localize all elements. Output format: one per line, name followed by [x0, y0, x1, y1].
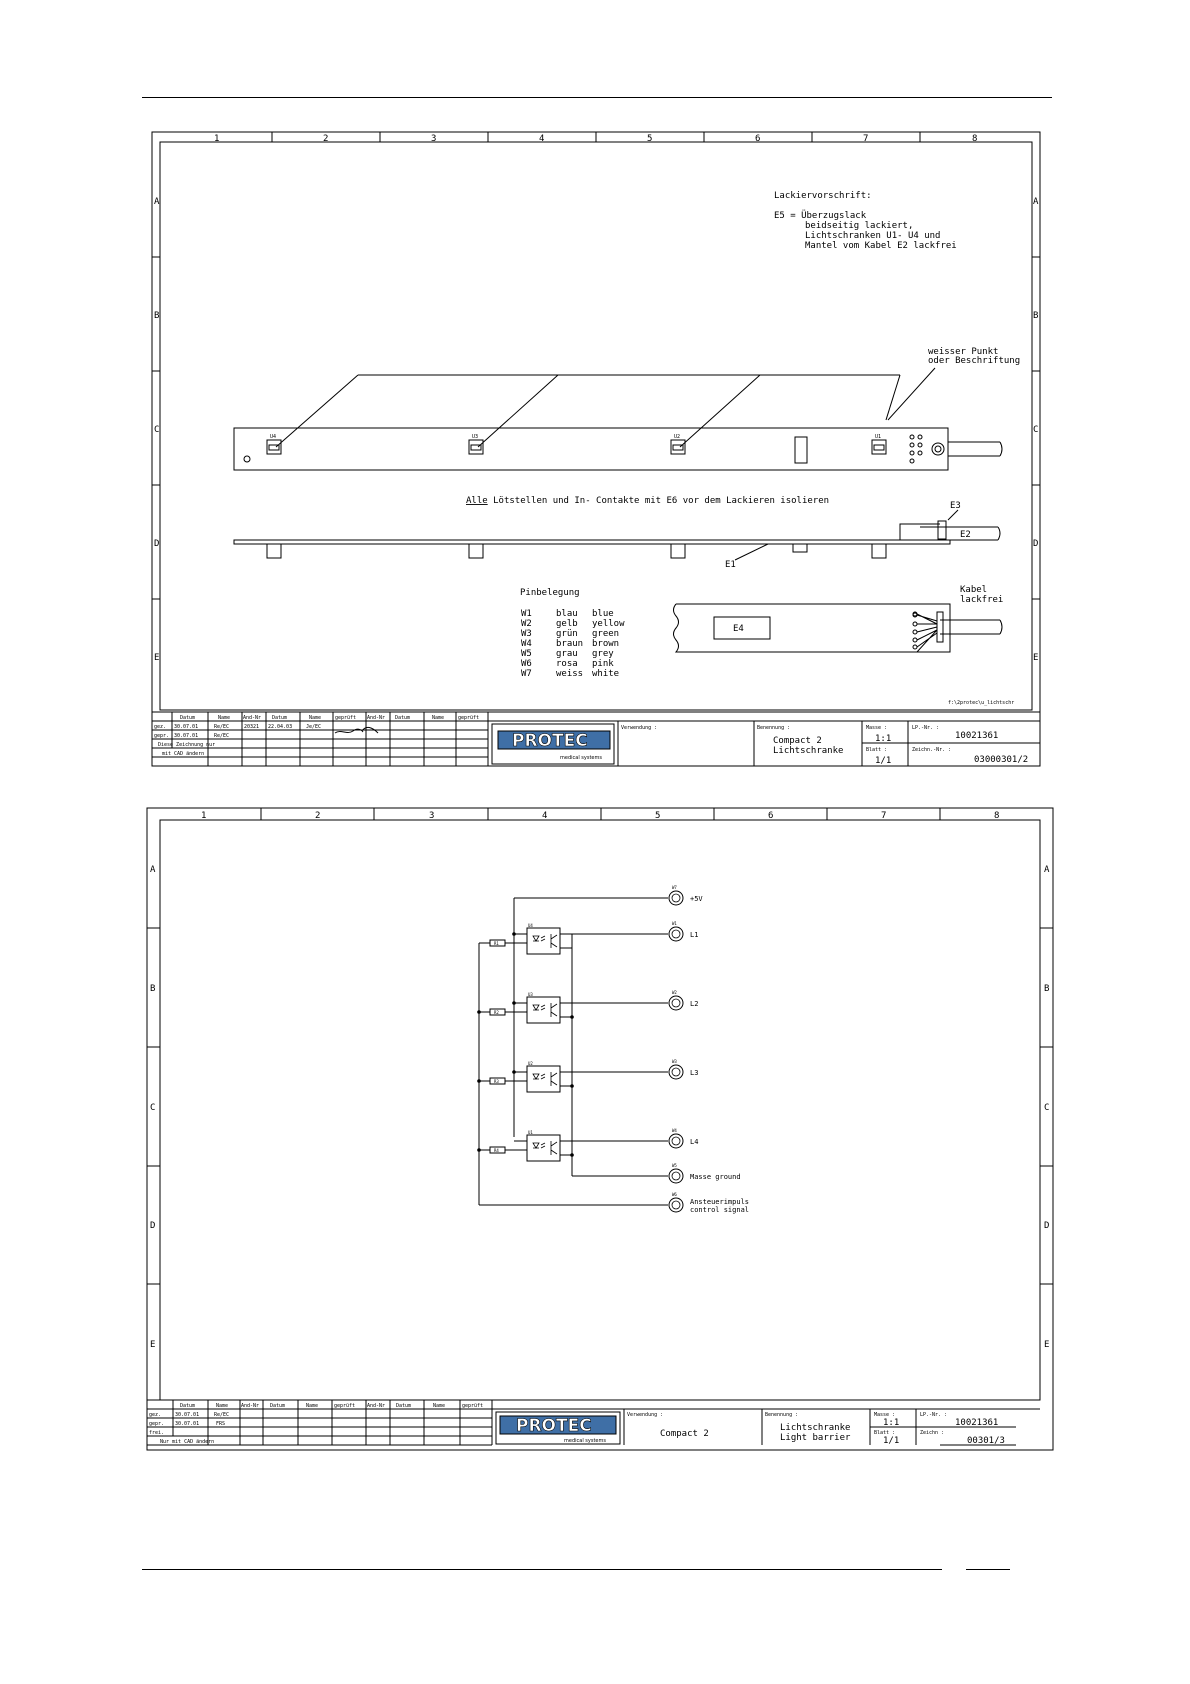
connector-label: L3 — [690, 1069, 699, 1077]
row-label: D — [1044, 1221, 1050, 1231]
tb-cell: 20321 — [244, 724, 260, 730]
col-label: 5 — [655, 811, 661, 821]
col-label: 3 — [431, 134, 437, 144]
resistor-label: R2 — [494, 1010, 499, 1015]
tb-benennung-label: Benennung : — [757, 725, 791, 731]
isolate-note: Lötstellen und In- Contakte mit E6 vor dem Lackieren isolieren — [487, 496, 830, 506]
tb-header: Name — [433, 1403, 446, 1409]
col-label: 8 — [972, 134, 978, 144]
tb-zeichn-label: Zeichn.-Nr. : — [912, 747, 952, 753]
tb-lp: 10021361 — [955, 731, 999, 741]
tb-blatt: 1/1 — [875, 756, 892, 766]
protec-logo-text: PROTEC — [512, 731, 588, 751]
tb-note: mit CAD ändern — [162, 751, 205, 757]
col-label: 2 — [315, 811, 321, 821]
tb-zeichn: 00301/3 — [967, 1436, 1005, 1446]
isolate-emphasis: Alle — [466, 496, 488, 506]
light-barrier-sensor — [527, 1066, 560, 1092]
row-label: E — [154, 653, 160, 663]
row-label: B — [1033, 311, 1039, 321]
pin-w: W3 — [521, 629, 532, 639]
tb-cell: Re/EC — [214, 733, 230, 739]
pin-w: W4 — [521, 639, 532, 649]
connector-label: Masse ground — [690, 1173, 741, 1181]
row-label: C — [154, 425, 160, 435]
tb-cell: 30.07.01 — [174, 724, 199, 730]
tb-masse: 1:1 — [883, 1418, 900, 1428]
tb-header: Datum — [395, 715, 411, 721]
cable-note: lackfrei — [960, 595, 1004, 605]
tb-note: Nur mit CAD ändern — [160, 1439, 215, 1445]
connector-id: W5 — [672, 1163, 677, 1168]
cable-note: Kabel — [960, 585, 988, 595]
paint-title: Lackiervorschrift: — [774, 191, 872, 201]
tb-benennung: Lichtschranke — [780, 1423, 851, 1433]
tb-zeichn-label: Zeichn : — [920, 1430, 945, 1436]
u-label: U3 — [472, 434, 479, 440]
tb-header: geprüft — [334, 1403, 356, 1409]
tb-header: geprüft — [458, 715, 480, 721]
tb-blatt-label: Blatt : — [874, 1430, 896, 1436]
pin-de: braun — [556, 639, 584, 649]
light-barrier-sensor — [527, 1135, 560, 1161]
pin-en: white — [592, 669, 620, 679]
col-label: 5 — [647, 134, 653, 144]
row-label: A — [1033, 197, 1039, 207]
sensor-label: U4 — [528, 923, 533, 928]
resistor-label: R1 — [494, 941, 499, 946]
file-path: f:\2protec\u_lichtschr — [948, 700, 1015, 706]
tb-benennung: Light barrier — [780, 1433, 851, 1443]
pin-w: W2 — [521, 619, 532, 629]
tb-header: Name — [216, 1403, 229, 1409]
tb-benennung-label: Benennung : — [765, 1412, 799, 1418]
footer-short-rule — [966, 1569, 1010, 1570]
tb-benennung: Lichtschranke — [773, 746, 844, 756]
pin-w: W7 — [521, 669, 532, 679]
connector-id: W1 — [672, 921, 677, 926]
tb-blatt: 1/1 — [883, 1436, 900, 1446]
tb-cell: gepr. — [149, 1421, 165, 1427]
connector-id: W3 — [672, 1059, 677, 1064]
sensor-label: U1 — [528, 1130, 533, 1135]
tb-masse-label: Masse : — [874, 1412, 896, 1418]
tb-cell: Re/EC — [214, 724, 230, 730]
connector-terminal — [669, 1198, 683, 1212]
protec-logo-sub: medical systems — [564, 1438, 606, 1444]
connector-id: W4 — [672, 1128, 677, 1133]
row-label: C — [1033, 425, 1039, 435]
u-label: U4 — [270, 434, 277, 440]
connector-terminal — [669, 1169, 683, 1183]
tb-header: Name — [306, 1403, 319, 1409]
protec-logo-text: PROTEC — [516, 1416, 592, 1436]
pin-w: W6 — [521, 659, 532, 669]
tb-note: Diese Zeichnung nur — [158, 742, 216, 748]
tb-header: Name — [432, 715, 445, 721]
connector-terminal — [669, 891, 683, 905]
tb-verwendung-label: Verwendung : — [627, 1412, 664, 1418]
u-label: U2 — [674, 434, 681, 440]
col-label: 1 — [214, 134, 220, 144]
tb-header: geprüft — [335, 715, 357, 721]
sensor-label: U3 — [528, 992, 533, 997]
tb-cell: gepr. — [154, 733, 170, 739]
pin-de: grau — [556, 649, 578, 659]
sensor-label: U2 — [528, 1061, 533, 1066]
drawing-sheet-schematic — [0, 800, 1190, 1510]
dot-note: weisser Punkt — [928, 347, 999, 357]
tb-header: Datum — [270, 1403, 286, 1409]
paint-line: E5 = Überzugslack — [774, 211, 867, 221]
connector-terminal — [669, 1065, 683, 1079]
footer-rule — [142, 1569, 942, 1570]
col-label: 7 — [881, 811, 887, 821]
tb-header: And-Nr — [367, 1403, 386, 1409]
row-label: D — [150, 1221, 156, 1231]
tb-masse-label: Masse : — [866, 725, 888, 731]
pin-en: pink — [592, 659, 614, 669]
col-label: 4 — [539, 134, 545, 144]
tb-header: Name — [218, 715, 231, 721]
pin-en: brown — [592, 639, 620, 649]
connector-label: Ansteuerimpuls — [690, 1198, 750, 1206]
e-label-e4: E4 — [733, 624, 744, 634]
tb-verwendung: Compact 2 — [660, 1429, 709, 1439]
pin-en: yellow — [592, 619, 625, 629]
tb-cell: 30.07.01 — [175, 1412, 200, 1418]
pin-de: weiss — [556, 669, 584, 679]
tb-masse: 1:1 — [875, 734, 892, 744]
row-label: E — [1033, 653, 1039, 663]
pin-de: grün — [556, 629, 578, 639]
schematic-wiring — [479, 898, 668, 1205]
paint-line: Lichtschranken U1- U4 und — [805, 231, 941, 241]
row-label: A — [1044, 865, 1050, 875]
pin-de: gelb — [556, 619, 578, 629]
connector-id: W7 — [672, 885, 677, 890]
tb-lp-label: LP.-Nr. : — [912, 725, 940, 731]
tb-header: And-Nr — [243, 715, 262, 721]
tb-cell: Re/EC — [214, 1412, 230, 1418]
row-label: D — [154, 539, 160, 549]
tb-cell: gez. — [154, 724, 167, 730]
tb-header: Datum — [396, 1403, 412, 1409]
col-label: 4 — [542, 811, 548, 821]
tb-cell: 22.04.03 — [268, 724, 293, 730]
row-label: E — [150, 1340, 156, 1350]
tb-header: Datum — [180, 1403, 196, 1409]
row-label: E — [1044, 1340, 1050, 1350]
tb-verwendung-label: Verwendung : — [621, 725, 658, 731]
dot-note: oder Beschriftung — [928, 356, 1021, 366]
connector-label: L4 — [690, 1138, 699, 1146]
connector-label-en: control signal — [690, 1206, 750, 1214]
col-label: 6 — [755, 134, 761, 144]
col-label: 8 — [994, 811, 1000, 821]
pin-en: grey — [592, 649, 614, 659]
paint-line: Mantel vom Kabel E2 lackfrei — [805, 241, 957, 251]
tb-cell: frei. — [149, 1430, 165, 1436]
row-label: C — [150, 1103, 156, 1113]
col-label: 6 — [768, 811, 774, 821]
e-label-e3: E3 — [950, 501, 961, 511]
resistor-label: R4 — [494, 1148, 499, 1153]
connector-label: L1 — [690, 931, 699, 939]
light-barrier-sensor — [527, 997, 560, 1023]
connector-id: W2 — [672, 990, 677, 995]
tb-header: Datum — [180, 715, 196, 721]
connector-terminal — [669, 1134, 683, 1148]
tb-header: And-Nr — [367, 715, 386, 721]
tb-lp: 10021361 — [955, 1418, 999, 1428]
connector-id: W6 — [672, 1192, 677, 1197]
row-label: A — [154, 197, 160, 207]
tb-cell: Je/EC — [306, 724, 322, 730]
pin-en: blue — [592, 609, 614, 619]
tb-cell: 30.07.01 — [175, 1421, 200, 1427]
tb-lp-label: LP.-Nr. : — [920, 1412, 948, 1418]
col-label: 7 — [863, 134, 869, 144]
pin-title: Pinbelegung — [520, 588, 580, 598]
tb-zeichn: 03000301/2 — [974, 755, 1029, 765]
pin-w: W5 — [521, 649, 532, 659]
row-label: D — [1033, 539, 1039, 549]
connector-label: L2 — [690, 1000, 699, 1008]
row-label: B — [150, 984, 156, 994]
tb-benennung: Compact 2 — [773, 736, 822, 746]
pcb-top-view — [234, 428, 948, 470]
pin-w: W1 — [521, 609, 532, 619]
tb-blatt-label: Blatt : — [866, 747, 888, 753]
light-barrier-sensor — [527, 928, 560, 954]
row-label: C — [1044, 1103, 1050, 1113]
row-label: B — [154, 311, 160, 321]
col-label: 2 — [323, 134, 329, 144]
connector-terminal — [669, 996, 683, 1010]
svg-text:Alle Lötstellen und In- Contak — [466, 496, 829, 506]
tb-header: Datum — [272, 715, 288, 721]
pin-de: rosa — [556, 659, 578, 669]
protec-logo-sub: medical systems — [560, 755, 602, 761]
paint-line: beidseitig lackiert, — [805, 221, 914, 231]
resistor-label: R3 — [494, 1079, 499, 1084]
tb-header: And-Nr — [241, 1403, 260, 1409]
tb-cell: FRS — [216, 1421, 226, 1427]
row-label: B — [1044, 984, 1050, 994]
drawing-sheet-layout — [0, 0, 1190, 790]
tb-header: Name — [309, 715, 322, 721]
tb-header: geprüft — [462, 1403, 484, 1409]
connector-terminal — [669, 927, 683, 941]
col-label: 3 — [429, 811, 435, 821]
tb-cell: gez. — [149, 1412, 162, 1418]
col-label: 1 — [201, 811, 207, 821]
connector-label: +5V — [690, 895, 703, 903]
pin-de: blau — [556, 609, 578, 619]
u-label: U1 — [875, 434, 882, 440]
row-label: A — [150, 865, 156, 875]
pin-en: green — [592, 629, 620, 639]
e-label-e1: E1 — [725, 560, 736, 570]
pcb-side-view — [234, 540, 950, 544]
tb-cell: 30.07.01 — [174, 733, 199, 739]
e-label-e2: E2 — [960, 530, 971, 540]
